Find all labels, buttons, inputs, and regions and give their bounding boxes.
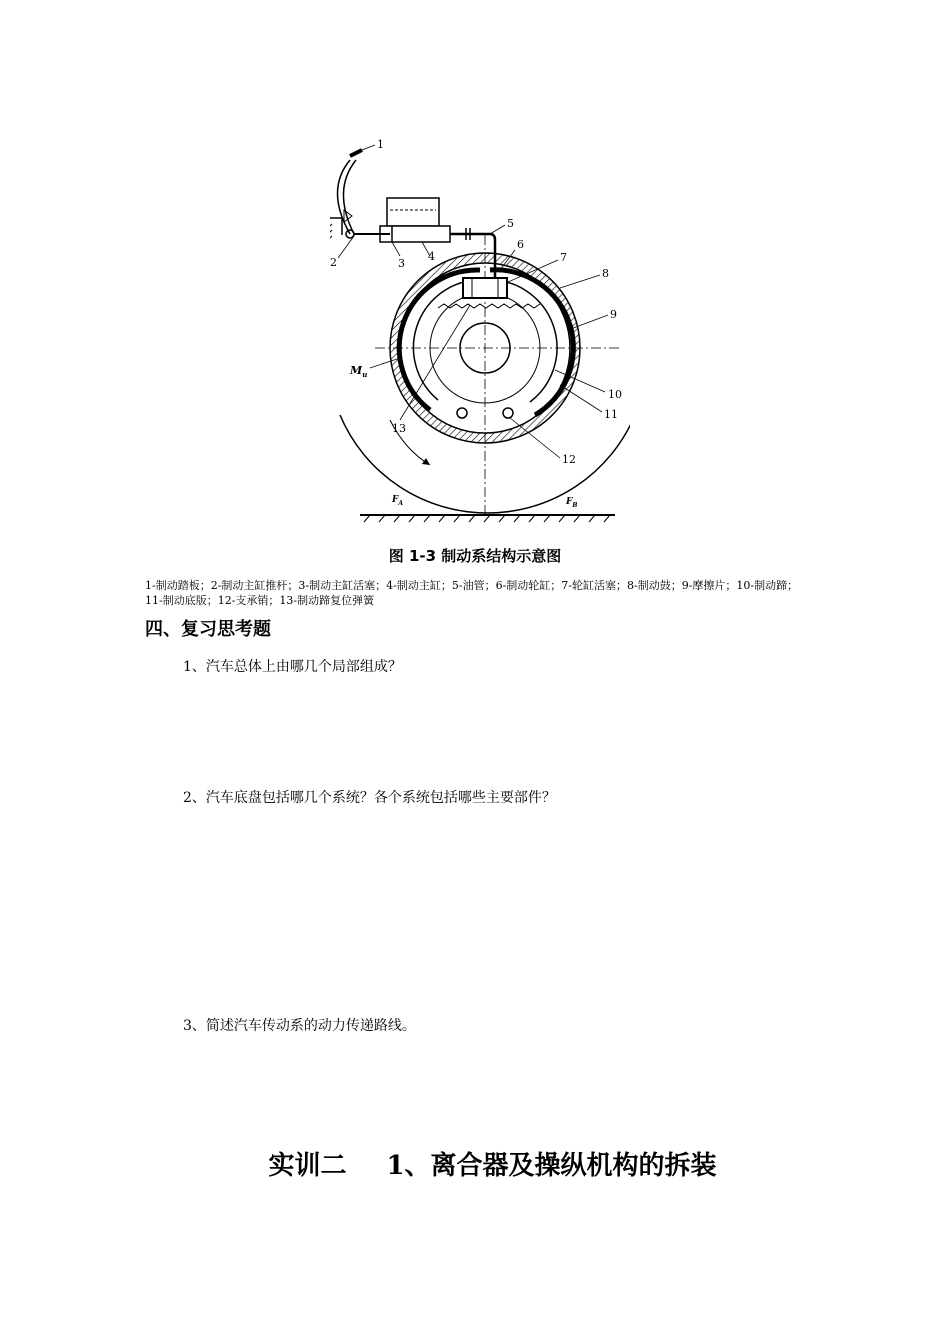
part-label-1: 1 [377, 138, 384, 151]
chapter-heading [0, 1145, 950, 1182]
part-label-9: 9 [610, 308, 617, 321]
part-label-7: 7 [560, 251, 567, 264]
question-3: 3、简述汽车传动系的动力传递路线。 [183, 1018, 416, 1034]
wheel-cylinder [463, 278, 507, 298]
reservoir [387, 198, 439, 226]
part-label-10: 10 [608, 388, 622, 401]
part-label-6: 6 [517, 238, 524, 251]
part-label-13: 13 [392, 422, 406, 435]
section-title: 四、复习思考题 [145, 619, 271, 640]
chapter-title: 1、离合器及操纵机构的拆装 [386, 1151, 717, 1181]
figure-legend: 1-制动踏板；2-制动主缸推杆；3-制动主缸活塞；4-制动主缸；5-油管；6-制动轮缸；7-轮缸活塞；8-制动鼓；9-摩擦片；10-制动蹄；11-制动底版；12-支承销；13-制动蹄复位弹簧 [145, 579, 799, 607]
brake-system-diagram [330, 130, 630, 530]
part-label-4: 4 [428, 250, 435, 263]
force-a-label: $F_A$ [392, 495, 404, 507]
part-label-2: 2 [330, 256, 337, 269]
part-label-8: 8 [602, 267, 609, 280]
chapter-prefix: 实训二 [268, 1151, 347, 1181]
brake-diagram-svg [330, 130, 630, 530]
part-label-12: 12 [562, 453, 576, 466]
figure-caption: 图 1-3 制动系结构示意图 [388, 547, 562, 565]
part-label-11: 11 [604, 408, 618, 421]
force-b-label: $F_B$ [566, 497, 578, 509]
part-label-3: 3 [398, 257, 405, 270]
master-cylinder [380, 226, 450, 242]
question-1: 1、汽车总体上由哪几个局部组成？ [183, 659, 402, 675]
question-2: 2、汽车底盘包括哪几个系统？各个系统包括哪些主要部件？ [183, 790, 556, 806]
moment-label: $M_u$ [350, 364, 368, 379]
part-label-5: 5 [507, 217, 514, 230]
